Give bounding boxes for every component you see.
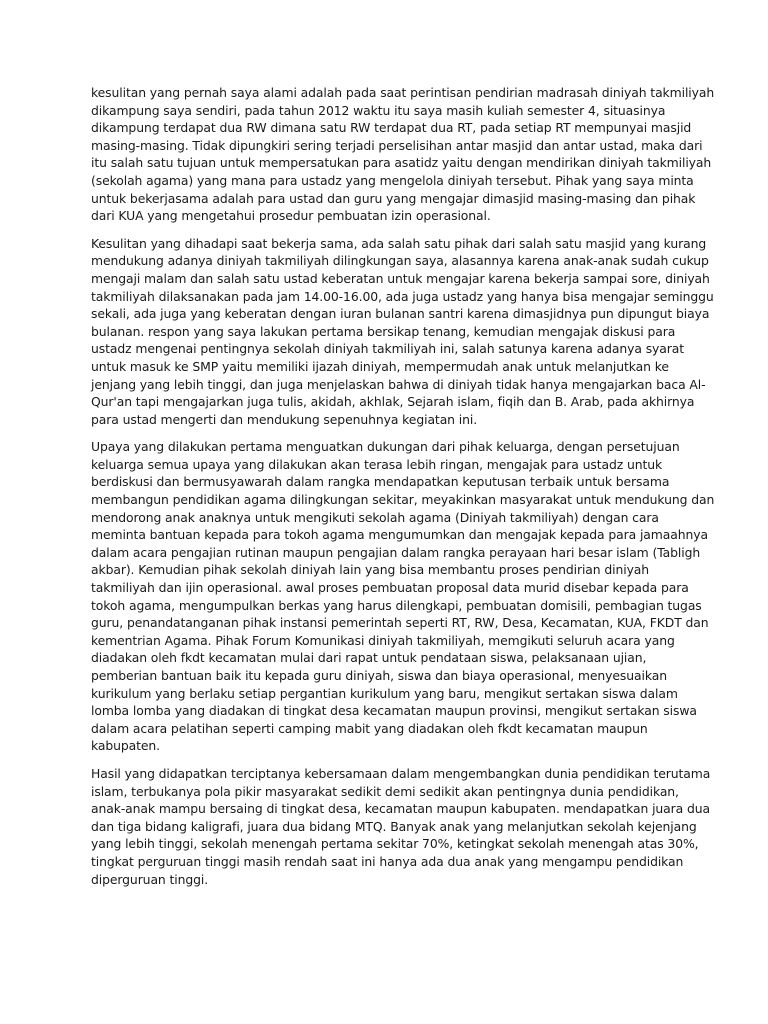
text-line: mendukung adanya diniyah takmiliyah dilingkungan saya, alasannya karena anak-anak sudah cukup (91, 253, 709, 269)
paragraph-3 (91, 438, 715, 755)
text-line: islam, terbukanya pola pikir masyarakat sedikit demi sedikit akan pentingnya dunia pendidikan, (91, 783, 679, 799)
text-line: keluarga semua upaya yang dilakukan akan terasa lebih ringan, mengajak para ustadz untuk (91, 456, 663, 472)
text-line: Kesulitan yang dihadapi saat bekerja sama, ada salah satu pihak dari salah satu masjid yang kurang (91, 235, 707, 251)
text-line: dalam acara pelatihan seperti camping mabit yang diadakan oleh fkdt kecamatan maupun (91, 720, 648, 736)
text-line: Qur'an tapi mengajarkan juga tulis, akidah, akhlak, Sejarah islam, fiqih dan B. Arab, pada akhirnya (91, 394, 695, 410)
text-line: para ustad mengerti dan mendukung sepenuhnya kegiatan ini. (91, 411, 478, 427)
text-line: tingkat perguruan tinggi masih rendah saat ini hanya ada dua anak yang mengampu pendidikan (91, 853, 684, 869)
text-line: dalam acara pengajian rutinan maupun pengajian dalam rangka perayaan hari besar islam (Tabligh (91, 544, 701, 560)
text-line: akbar). Kemudian pihak sekolah diniyah lain yang bisa membantu proses pendirian diniyah (91, 562, 650, 578)
text-line: kabupaten. (91, 738, 160, 754)
text-line: tokoh agama, mengumpulkan berkas yang harus dilengkapi, pembuatan domisili, pembagian tugas (91, 597, 702, 613)
text-line: yang lebih tinggi, sekolah menengah pertama sekitar 70%, ketingkat sekolah menengah atas 30%, (91, 836, 699, 852)
text-line: dari KUA yang mengetahui prosedur pembuatan izin operasional. (91, 208, 491, 224)
text-line: anak-anak mampu bersaing di tingkat desa, kecamatan maupun kabupaten. mendapatkan juara dua (91, 801, 711, 817)
text-line: pemberian bantuan baik itu kepada guru diniyah, siswa dan biaya operasional, menyesuaikan (91, 668, 667, 683)
text-line: ustadz mengenai pentingnya sekolah diniyah takmiliyah ini, salah satunya karena adanya syarat (91, 341, 685, 357)
text-line: Hasil yang didapatkan terciptanya kebersamaan dalam mengembangkan dunia pendidikan terutama (91, 765, 711, 781)
text-line: dikampung terdapat dua RW dimana satu RW terdapat dua RT, pada setiap RT mempunyai masjid (91, 120, 692, 136)
text-line: itu salah satu tujuan untuk mempersatukan para asatidz yaitu dengan mendirikan diniyah takmiliyah (91, 155, 712, 171)
text-line: takmiliyah dan ijin operasional. awal proses pembuatan proposal data murid disebar kepada para (91, 580, 689, 596)
text-line: dikampung saya sendiri, pada tahun 2012 waktu itu saya masih kuliah semester 4, situasinya (91, 102, 666, 118)
text-line: membangun pendidikan agama dilingkungan sekitar, meyakinkan masyarakat untuk mendukung dan (91, 492, 715, 508)
paragraph-1 (91, 84, 715, 225)
text-line: mendorong anak anaknya untuk mengikuti sekolah agama (Diniyah takmiliyah) dengan cara (91, 509, 659, 525)
text-line: jenjang yang lebih tinggi, dan juga menjelaskan bahwa di diniyah tidak hanya mengajarkan baca Al- (91, 376, 706, 392)
document-body (91, 84, 715, 898)
text-line: sekali, ada juga yang keberatan dengan iuran bulanan santri karena dimasjidnya pun dipungut biaya (91, 306, 710, 322)
text-line: (sekolah agama) yang mana para ustadz yang mengelola diniyah tersebut. Pihak yang saya minta (91, 172, 694, 188)
text-line: guru, penandatanganan pihak instansi pemerintah seperti RT, RW, Desa, Kecamatan, KUA, FKDT dan (91, 615, 709, 631)
text-line: takmiliyah dilaksanakan pada jam 14.00-16.00, ada juga ustadz yang hanya bisa mengajar seminggu (91, 288, 714, 304)
text-line: diadakan oleh fkdt kecamatan mulai dari rapat untuk pendataan siswa, pelaksanaan ujian, (91, 650, 647, 666)
text-line: mengaji malam dan salah satu ustad keberatan untuk mengajar karena bekerja sampai sore, diniyah (91, 270, 710, 286)
text-line: kurikulum yang berlaku setiap pergantian kurikulum yang baru, mengikut sertakan siswa dalam (91, 685, 678, 701)
text-line: untuk masuk ke SMP yaitu memiliki ijazah diniyah, mempermudah anak untuk melanjutkan ke (91, 358, 669, 374)
text-line: Upaya yang dilakukan pertama menguatkan dukungan dari pihak keluarga, dengan persetujuan (91, 439, 680, 455)
text-line: untuk bekerjasama adalah para ustad dan guru yang mengajar dimasjid masing-masing dan pihak (91, 190, 696, 206)
text-line: meminta bantuan kepada para tokoh agama mengumumkan dan mengajak kepada para jamaahnya (91, 527, 708, 543)
paragraph-4 (91, 765, 711, 888)
text-line: diperguruan tinggi. (91, 871, 209, 887)
text-line: masing-masing. Tidak dipungkiri sering terjadi perselisihan antar masjid dan antar ustad, maka dari (91, 137, 703, 153)
text-line: kesulitan yang pernah saya alami adalah pada saat perintisan pendirian madrasah diniyah takmiliyah (91, 85, 715, 100)
text-line: lomba lomba yang diadakan di tingkat desa kecamatan maupun provinsi, mengikut sertakan siswa (91, 703, 697, 719)
text-line: berdiskusi dan bermusyawarah dalam rangka mendapatkan keputusan terbaik untuk bersama (91, 474, 670, 490)
text-line: dan tiga bidang kaligrafi, juara dua bidang MTQ. Banyak anak yang melanjutkan sekolah kejenjang (91, 818, 697, 834)
text-line: bulanan. respon yang saya lakukan pertama bersikap tenang, kemudian mengajak diskusi para (91, 323, 676, 339)
text-line: kementrian Agama. Pihak Forum Komunikasi diniyah takmiliyah, memgikuti seluruh acara yang (91, 632, 675, 648)
paragraph-2 (91, 235, 714, 429)
